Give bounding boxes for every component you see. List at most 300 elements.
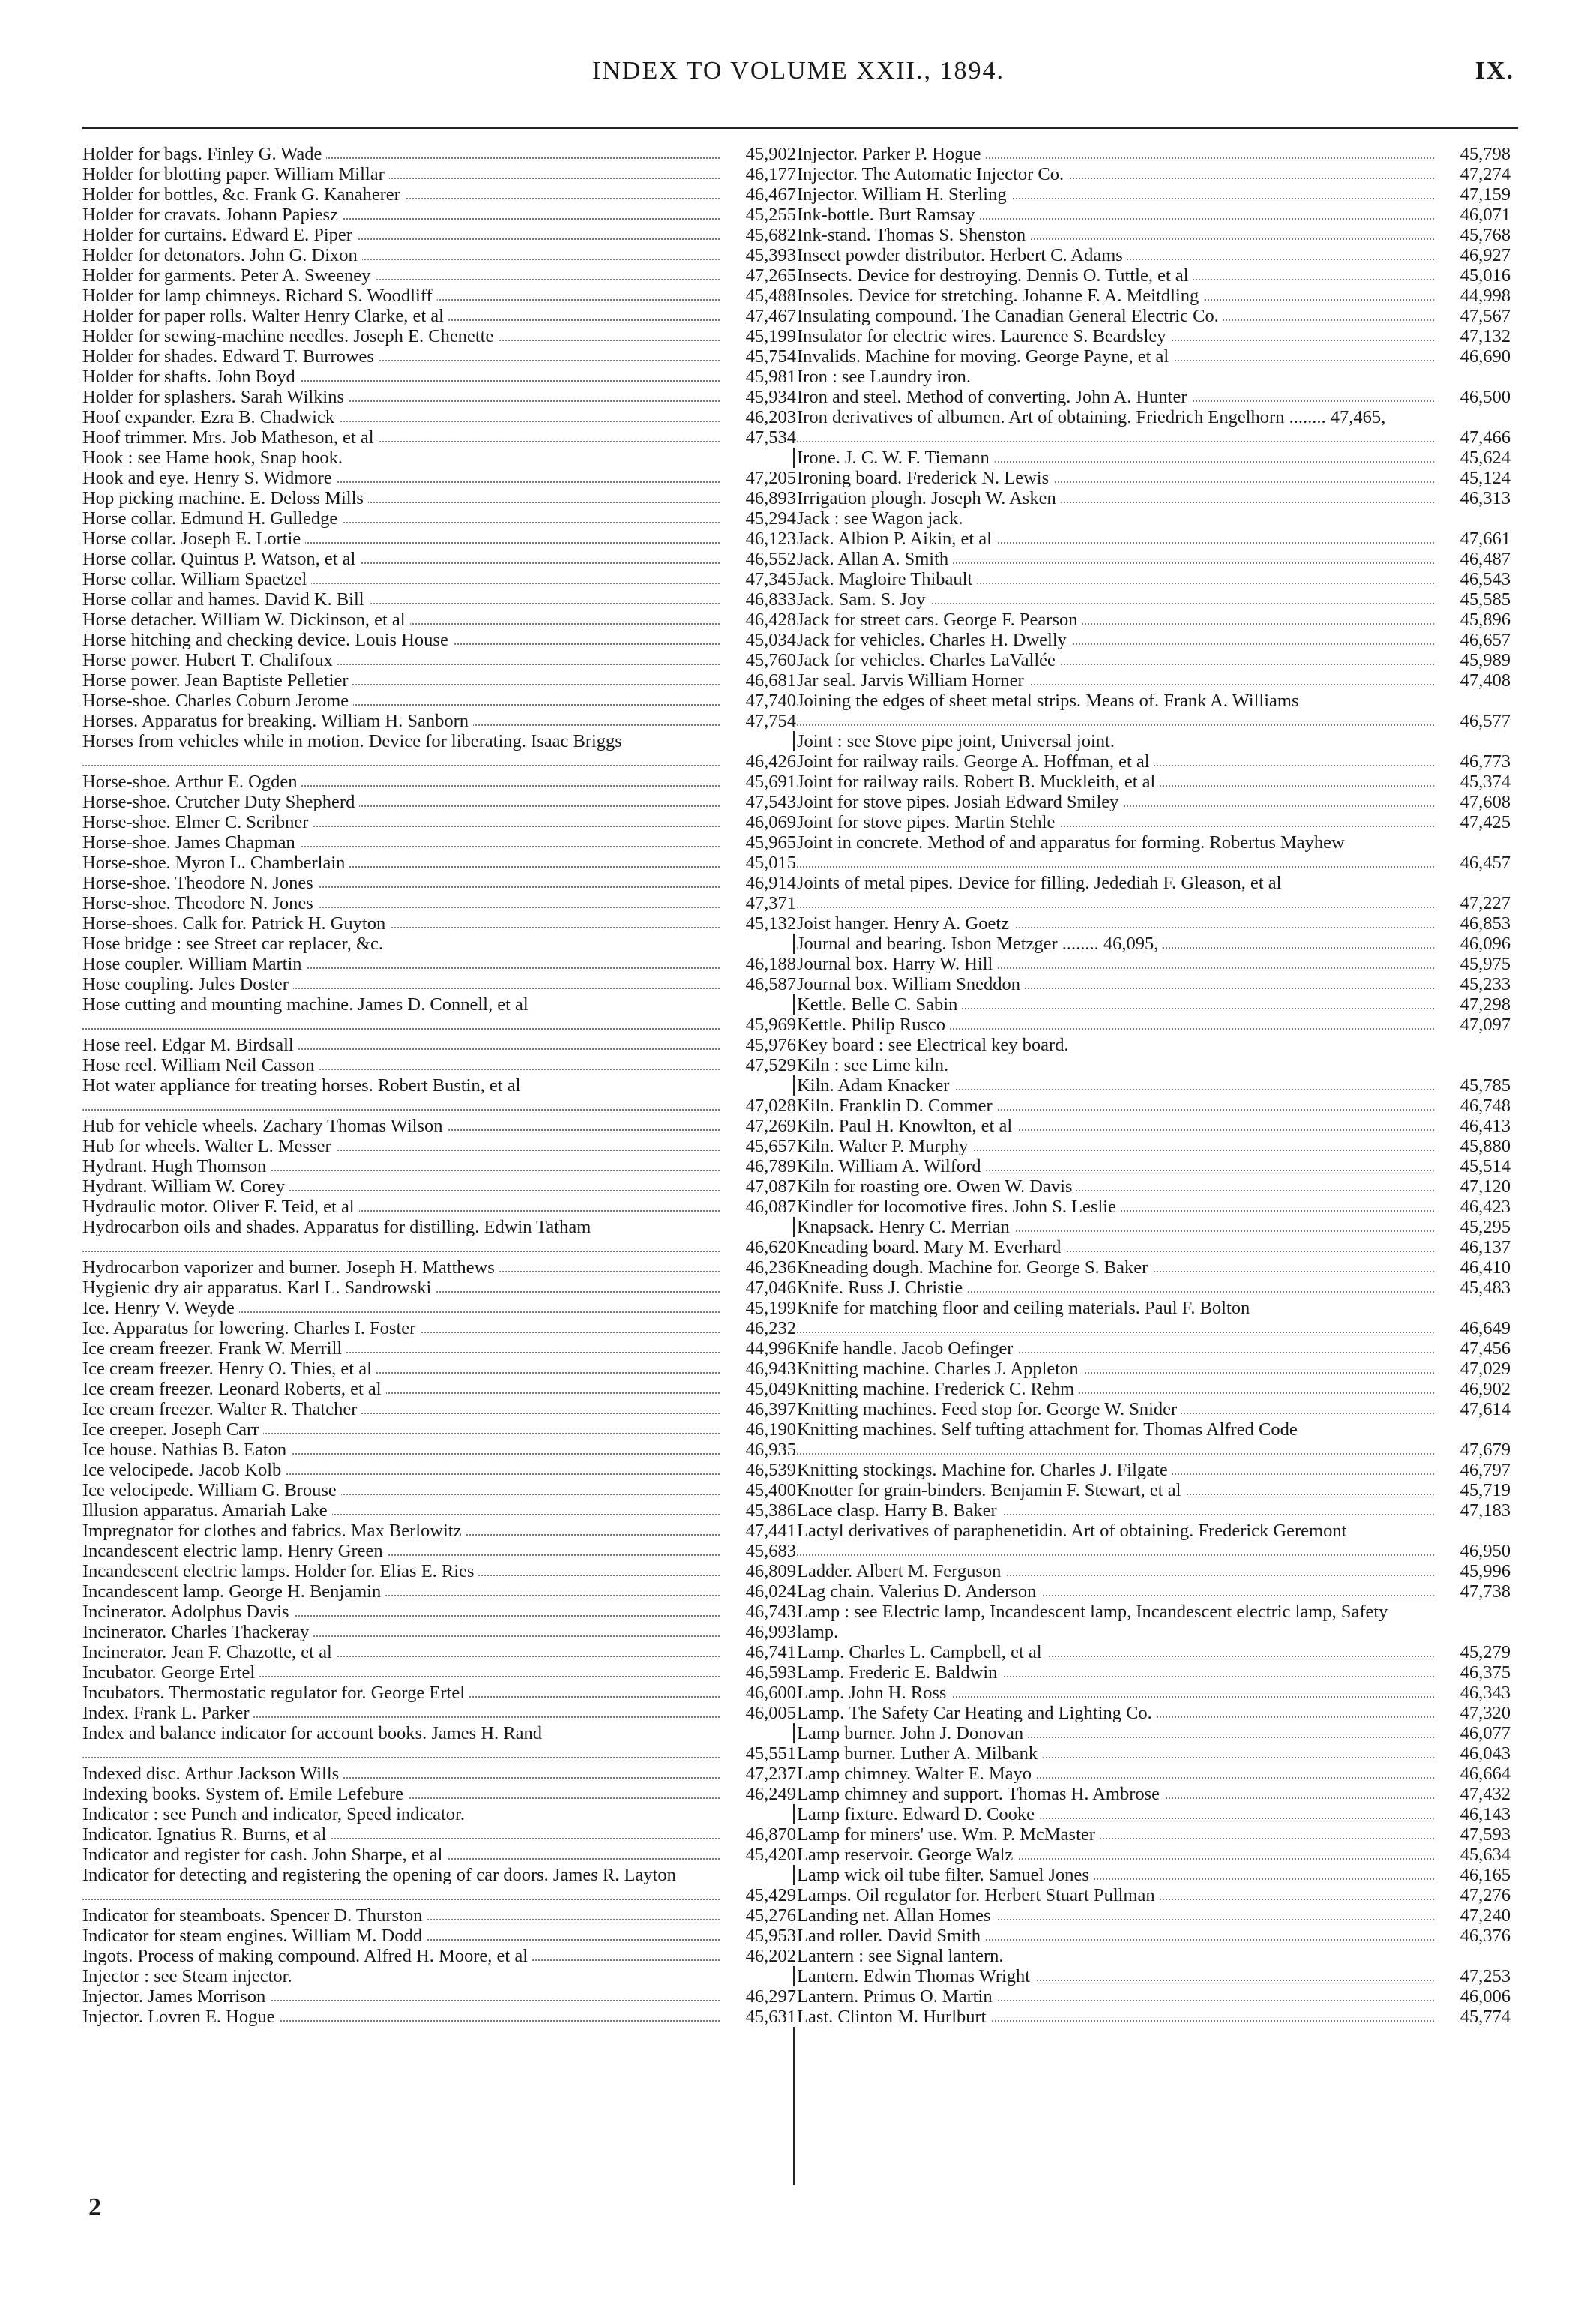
entry-text: Jack. Sam. S. Joy <box>797 589 930 610</box>
index-entry <box>797 974 1517 994</box>
patent-number: 45,276 <box>741 1905 796 1926</box>
patent-number: 45,488 <box>741 286 796 306</box>
index-entry <box>797 1480 1517 1500</box>
patent-number: 46,024 <box>741 1581 796 1602</box>
index-entry <box>797 306 1517 326</box>
index-entry <box>797 367 1517 387</box>
patent-number: 46,249 <box>741 1784 796 1804</box>
patent-number: 45,785 <box>1456 1075 1511 1096</box>
patent-number: 46,077 <box>1456 1723 1511 1743</box>
index-entry <box>82 1156 802 1176</box>
patent-number: 45,429 <box>741 1885 796 1905</box>
entry-text: Horse-shoe. Theodore N. Jones <box>82 873 318 893</box>
entry-text: Lantern. Primus O. Martin <box>797 1986 997 2007</box>
patent-number: 46,809 <box>741 1561 796 1581</box>
patent-number: 45,760 <box>741 650 796 670</box>
entry-text: Kiln. Adam Knacker <box>797 1075 954 1096</box>
dot-leader <box>797 1332 1434 1333</box>
index-entry <box>797 1561 1517 1581</box>
entry-text: Hook and eye. Henry S. Widmore <box>82 468 337 488</box>
entry-text: Knife for matching floor and ceiling materials. Paul F. Bolton <box>797 1298 1254 1318</box>
entry-text: Holder for shafts. John Boyd <box>82 367 300 387</box>
index-entry <box>797 1683 1517 1703</box>
patent-number: 46,376 <box>1456 1926 1511 1946</box>
dot-leader <box>797 724 1434 726</box>
index-entry <box>797 205 1517 225</box>
entry-text: Horse collar. Edmund H. Gulledge <box>82 508 342 529</box>
index-entry <box>797 1096 1517 1116</box>
index-entry <box>797 670 1517 691</box>
patent-number: 45,124 <box>1456 468 1511 488</box>
index-entry <box>797 1926 1517 1946</box>
patent-number: 45,880 <box>1456 1136 1511 1156</box>
patent-number: 45,768 <box>1456 225 1511 245</box>
patent-number: 46,071 <box>1456 205 1511 225</box>
patent-number: 46,005 <box>741 1703 796 1723</box>
patent-number: 46,123 <box>741 529 796 549</box>
patent-number: 46,202 <box>741 1946 796 1966</box>
index-entry <box>82 994 802 1035</box>
index-entry <box>82 488 802 508</box>
index-entry <box>82 1946 802 1966</box>
patent-number: 47,087 <box>741 1176 796 1197</box>
patent-number: 46,297 <box>741 1986 796 2007</box>
patent-number: 47,159 <box>1456 184 1511 205</box>
index-entry <box>82 569 802 589</box>
entry-text: Hose coupler. William Martin <box>82 954 307 974</box>
entry-text: Hop picking machine. E. Deloss Mills <box>82 488 368 508</box>
patent-number: 46,188 <box>741 954 796 974</box>
index-entry <box>797 589 1517 610</box>
patent-number: 46,743 <box>741 1602 796 1622</box>
patent-number: 46,177 <box>741 164 796 184</box>
entry-text: Holder for sewing-machine needles. Joseph E. Chenette <box>82 326 498 346</box>
index-entry <box>797 691 1517 731</box>
entry-text: Incubators. Thermostatic regulator for. George Ertel <box>82 1683 469 1703</box>
patent-number: 46,577 <box>1456 711 1511 731</box>
patent-number: 47,227 <box>1456 893 1511 913</box>
index-entry <box>82 974 802 994</box>
entry-text: Hot water appliance for treating horses. Robert Bustin, et al <box>82 1075 525 1096</box>
patent-number: 47,661 <box>1456 529 1511 549</box>
patent-number: 45,896 <box>1456 610 1511 630</box>
dot-leader <box>82 1251 720 1252</box>
index-entry <box>797 1419 1517 1460</box>
entry-text: Indicator for steamboats. Spencer D. Thurston <box>82 1905 427 1926</box>
index-entry <box>82 1440 802 1460</box>
patent-number: 45,682 <box>741 225 796 245</box>
index-entry <box>82 1521 802 1541</box>
entry-text: Hose reel. Edgar M. Birdsall <box>82 1035 298 1055</box>
patent-number: 45,015 <box>741 853 796 873</box>
entry-text: Injector. Lovren E. Hogue <box>82 2007 279 2027</box>
index-entry <box>82 144 802 164</box>
entry-text: Lamp reservoir. George Walz <box>797 1845 1017 1865</box>
patent-number: 46,137 <box>1456 1237 1511 1257</box>
entry-text: Index. Frank L. Parker <box>82 1703 253 1723</box>
entry-text: Iron and steel. Method of converting. John A. Hunter <box>797 387 1192 407</box>
entry-text: Ironing board. Frederick N. Lewis <box>797 468 1053 488</box>
patent-number: 46,500 <box>1456 387 1511 407</box>
patent-number: 46,467 <box>741 184 796 205</box>
index-entry <box>797 1662 1517 1683</box>
index-entry <box>82 245 802 265</box>
patent-number: 45,965 <box>741 832 796 853</box>
entry-text: Holder for splashers. Sarah Wilkins <box>82 387 349 407</box>
patent-number: 45,049 <box>741 1379 796 1399</box>
patent-number: 46,789 <box>741 1156 796 1176</box>
entry-text: Indicator. Ignatius R. Burns, et al <box>82 1824 331 1845</box>
entry-text: Kettle. Belle C. Sabin <box>797 994 962 1015</box>
patent-number: 45,400 <box>741 1480 796 1500</box>
patent-number: 45,719 <box>1456 1480 1511 1500</box>
index-entry <box>797 1379 1517 1399</box>
entry-text: Jack for vehicles. Charles LaVallée <box>797 650 1060 670</box>
entry-text: Lamp. John H. Ross <box>797 1683 951 1703</box>
entry-text: Incandescent electric lamp. Henry Green <box>82 1541 388 1561</box>
index-entry <box>82 1136 802 1156</box>
index-entry <box>797 1015 1517 1035</box>
index-entry <box>797 326 1517 346</box>
entry-text: Joint for stove pipes. Martin Stehle <box>797 812 1059 832</box>
entry-text: Lamp for miners' use. Wm. P. McMaster <box>797 1824 1100 1845</box>
entry-text: Key board : see Electrical key board. <box>797 1035 1073 1055</box>
entry-text: Joining the edges of sheet metal strips. Means of. Frank A. Williams <box>797 691 1304 711</box>
patent-number: 46,410 <box>1456 1257 1511 1278</box>
entry-text: Horse detacher. William W. Dickinson, et al <box>82 610 410 630</box>
index-entry <box>797 346 1517 367</box>
patent-number: 46,797 <box>1456 1460 1511 1480</box>
index-entry <box>82 1399 802 1419</box>
index-entry <box>82 1278 802 1298</box>
patent-number: 47,614 <box>1456 1399 1511 1419</box>
dot-leader <box>797 441 1434 442</box>
index-entry <box>82 731 802 772</box>
index-entry <box>82 1257 802 1278</box>
index-entry <box>797 1075 1517 1096</box>
patent-number: 46,902 <box>1456 1379 1511 1399</box>
entry-text: Horse power. Jean Baptiste Pelletier <box>82 670 352 691</box>
index-entry <box>82 1338 802 1359</box>
entry-text: Journal and bearing. Isbon Metzger ........ 46,095, <box>797 934 1163 954</box>
entry-text: Indicator and register for cash. John Sharpe, et al <box>82 1845 447 1865</box>
patent-number: 45,199 <box>741 326 796 346</box>
entry-text: Horse hitching and checking device. Louis House <box>82 630 453 650</box>
patent-number: 45,624 <box>1456 448 1511 468</box>
index-entry <box>797 387 1517 407</box>
index-entry <box>797 913 1517 934</box>
index-entry <box>797 1845 1517 1865</box>
entry-text: Irone. J. C. W. F. Tiemann <box>797 448 994 468</box>
patent-number: 47,432 <box>1456 1784 1511 1804</box>
patent-number: 46,593 <box>741 1662 796 1683</box>
patent-number: 46,914 <box>741 873 796 893</box>
patent-number: 47,425 <box>1456 812 1511 832</box>
patent-number: 46,232 <box>741 1318 796 1338</box>
entry-text: Horse-shoes. Calk for. Patrick H. Guyton <box>82 913 390 934</box>
index-entry <box>82 650 802 670</box>
entry-text: Lag chain. Valerius D. Anderson <box>797 1581 1041 1602</box>
patent-number: 46,006 <box>1456 1986 1511 2007</box>
index-entry <box>797 1764 1517 1784</box>
patent-number: 46,457 <box>1456 853 1511 873</box>
entry-text: Horse-shoe. James Chapman <box>82 832 300 853</box>
index-entry <box>82 225 802 245</box>
entry-text: Ice. Henry V. Weyde <box>82 1298 239 1318</box>
index-entry <box>797 1642 1517 1662</box>
index-entry <box>82 205 802 225</box>
patent-number: 46,552 <box>741 549 796 569</box>
patent-number: 47,754 <box>741 711 796 731</box>
patent-number: 46,397 <box>741 1399 796 1419</box>
index-entry <box>797 1824 1517 1845</box>
entry-text: Knife. Russ J. Christie <box>797 1278 967 1298</box>
entry-text: Lamp. Charles L. Campbell, et al <box>797 1642 1047 1662</box>
entry-text: Ice house. Nathias B. Eaton <box>82 1440 291 1460</box>
patent-number: 46,343 <box>1456 1683 1511 1703</box>
index-entry <box>797 1176 1517 1197</box>
entry-text: Holder for paper rolls. Walter Henry Clarke, et al <box>82 306 448 326</box>
entry-text: Incubator. George Ertel <box>82 1662 259 1683</box>
index-entry <box>797 225 1517 245</box>
entry-text: Lamps. Oil regulator for. Herbert Stuart Pullman <box>797 1885 1160 1905</box>
index-entry <box>797 1784 1517 1804</box>
entry-text: Holder for shades. Edward T. Burrowes <box>82 346 379 367</box>
entry-text: Knapsack. Henry C. Merrian <box>797 1217 1014 1237</box>
index-entry <box>82 691 802 711</box>
patent-number: 46,853 <box>1456 913 1511 934</box>
patent-number: 47,320 <box>1456 1703 1511 1723</box>
index-entry <box>797 1116 1517 1136</box>
index-entry <box>797 954 1517 974</box>
index-entry <box>82 934 802 954</box>
patent-number: 47,029 <box>1456 1359 1511 1379</box>
dot-leader <box>82 1757 720 1758</box>
entry-text: Kettle. Philip Rusco <box>797 1015 950 1035</box>
patent-number: 45,975 <box>1456 954 1511 974</box>
patent-number: 47,740 <box>741 691 796 711</box>
patent-number: 47,441 <box>741 1521 796 1541</box>
index-entry <box>797 1298 1517 1338</box>
entry-text: Incinerator. Charles Thackeray <box>82 1622 313 1642</box>
index-entry <box>797 1035 1517 1055</box>
index-entry <box>82 306 802 326</box>
index-entry <box>82 1784 802 1804</box>
index-entry <box>82 1804 802 1824</box>
entry-text: Horse-shoe. Arthur E. Ogden <box>82 772 301 792</box>
entry-text: Hub for vehicle wheels. Zachary Thomas Wilson <box>82 1116 448 1136</box>
patent-number: 47,276 <box>1456 1885 1511 1905</box>
entry-text: Hydrant. William W. Corey <box>82 1176 289 1197</box>
patent-number: 46,935 <box>741 1440 796 1460</box>
patent-number: 46,870 <box>741 1824 796 1845</box>
patent-number: 45,420 <box>741 1845 796 1865</box>
index-entry <box>797 630 1517 650</box>
entry-text: Hose reel. William Neil Casson <box>82 1055 319 1075</box>
dot-leader <box>797 907 1434 908</box>
index-entry <box>797 184 1517 205</box>
patent-number: 45,279 <box>1456 1642 1511 1662</box>
index-entry <box>797 164 1517 184</box>
entry-text: Insoles. Device for stretching. Johanne F. A. Meitdling <box>797 286 1203 306</box>
index-entry <box>797 1743 1517 1764</box>
entry-text: Hydrocarbon oils and shades. Apparatus for distilling. Edwin Tatham <box>82 1217 595 1237</box>
entry-text: Lamp. The Safety Car Heating and Lighting Co. <box>797 1703 1157 1723</box>
patent-number: 46,943 <box>741 1359 796 1379</box>
entry-text: Lamp fixture. Edward D. Cooke <box>797 1804 1039 1824</box>
entry-text: Injector. The Automatic Injector Co. <box>797 164 1068 184</box>
entry-text: Lantern. Edwin Thomas Wright <box>797 1966 1035 1986</box>
index-entry <box>82 954 802 974</box>
index-entry <box>797 1338 1517 1359</box>
entry-text: Kindler for locomotive fires. John S. Leslie <box>797 1197 1121 1217</box>
entry-text: Kiln. William A. Wilford <box>797 1156 986 1176</box>
index-entry <box>797 144 1517 164</box>
index-entry <box>82 448 802 468</box>
patent-number: 46,587 <box>741 974 796 994</box>
patent-number: 47,371 <box>741 893 796 913</box>
patent-number: 46,649 <box>1456 1318 1511 1338</box>
entry-text: Injector : see Steam injector. <box>82 1966 297 1986</box>
index-entry <box>82 1905 802 1926</box>
patent-number: 46,950 <box>1456 1541 1511 1561</box>
entry-text: Holder for detonators. John G. Dixon <box>82 245 362 265</box>
index-entry <box>82 1460 802 1480</box>
index-entry <box>82 1824 802 1845</box>
entry-text: Holder for bottles, &c. Frank G. Kanaherer <box>82 184 405 205</box>
patent-number: 47,679 <box>1456 1440 1511 1460</box>
index-entry <box>82 1419 802 1440</box>
entry-text: Kiln. Franklin D. Commer <box>797 1096 997 1116</box>
patent-number: 46,087 <box>741 1197 796 1217</box>
entry-text: Iron : see Laundry iron. <box>797 367 975 387</box>
index-entry <box>82 711 802 731</box>
entry-text: Injector. Parker P. Hogue <box>797 144 986 164</box>
patent-number: 45,634 <box>1456 1845 1511 1865</box>
index-entry <box>82 1561 802 1581</box>
entry-text: Holder for curtains. Edward E. Piper <box>82 225 357 245</box>
index-entry <box>797 832 1517 873</box>
entry-text: Knitting machine. Charles J. Appleton <box>797 1359 1083 1379</box>
patent-number: 47,467 <box>741 306 796 326</box>
entry-text: Joint for railway rails. Robert B. Muckleith, et al <box>797 772 1160 792</box>
entry-text: Hose cutting and mounting machine. James D. Connell, et al <box>82 994 533 1015</box>
entry-text: Lamp burner. John J. Donovan <box>797 1723 1028 1743</box>
index-entry <box>82 792 802 812</box>
patent-number: 46,426 <box>741 751 796 772</box>
index-entry <box>82 1926 802 1946</box>
index-entry <box>797 1359 1517 1379</box>
entry-text: Hydraulic motor. Oliver F. Teid, et al <box>82 1197 359 1217</box>
entry-text: Ink-stand. Thomas S. Shenston <box>797 225 1030 245</box>
index-entry <box>82 286 802 306</box>
patent-number: 46,096 <box>1456 934 1511 954</box>
index-entry <box>797 569 1517 589</box>
index-entry <box>797 610 1517 630</box>
page-roman-number: IX. <box>1475 57 1514 85</box>
patent-number: 45,996 <box>1456 1561 1511 1581</box>
index-entry <box>82 2007 802 2027</box>
entry-text: Lamp burner. Luther A. Milbank <box>797 1743 1042 1764</box>
index-entry <box>797 1055 1517 1075</box>
entry-text: Knife handle. Jacob Oefinger <box>797 1338 1017 1359</box>
index-entry <box>82 265 802 286</box>
index-entry <box>797 1865 1517 1885</box>
index-entry <box>797 488 1517 508</box>
index-entry <box>82 1865 802 1905</box>
dot-leader <box>797 1453 1434 1455</box>
entry-text: Horse collar. Joseph E. Lortie <box>82 529 305 549</box>
index-entry <box>797 731 1517 751</box>
entry-text: Kiln. Walter P. Murphy <box>797 1136 972 1156</box>
patent-number: 45,754 <box>741 346 796 367</box>
entry-text: Joints of metal pipes. Device for filling. Jedediah F. Gleason, et al <box>797 873 1286 893</box>
patent-number: 46,428 <box>741 610 796 630</box>
patent-number: 47,529 <box>741 1055 796 1075</box>
index-entry <box>797 1966 1517 1986</box>
index-entry <box>82 1845 802 1865</box>
index-entry <box>797 468 1517 488</box>
index-entry <box>82 1703 802 1723</box>
index-entry <box>82 670 802 691</box>
entry-text: Knotter for grain-binders. Benjamin F. Stewart, et al <box>797 1480 1185 1500</box>
patent-number: 45,989 <box>1456 650 1511 670</box>
patent-number: 46,833 <box>741 589 796 610</box>
entry-text: Hoof trimmer. Mrs. Job Matheson, et al <box>82 427 379 448</box>
entry-text: Insulating compound. The Canadian General Electric Co. <box>797 306 1223 326</box>
patent-number: 46,664 <box>1456 1764 1511 1784</box>
entry-text: Incandescent lamp. George H. Benjamin <box>82 1581 385 1602</box>
patent-number: 47,183 <box>1456 1500 1511 1521</box>
entry-text: Index and balance indicator for account books. James H. Rand <box>82 1723 546 1743</box>
entry-text: Joint : see Stove pipe joint, Universal joint. <box>797 731 1119 751</box>
entry-text: Holder for blotting paper. William Millar <box>82 164 389 184</box>
entry-text: Holder for garments. Peter A. Sweeney <box>82 265 375 286</box>
patent-number: 46,375 <box>1456 1662 1511 1683</box>
index-entry <box>797 265 1517 286</box>
entry-text: Indexing books. System of. Emile Lefebure <box>82 1784 408 1804</box>
entry-text: Injector. James Morrison <box>82 1986 270 2007</box>
entry-text: Kiln : see Lime kiln. <box>797 1055 953 1075</box>
patent-number: 45,585 <box>1456 589 1511 610</box>
index-entry <box>82 1642 802 1662</box>
entry-text: Iron derivatives of albumen. Art of obtaining. Friedrich Engelhorn ........ 47,465, <box>797 407 1390 427</box>
index-entry <box>797 1905 1517 1926</box>
left-column <box>82 144 802 2027</box>
index-entry <box>82 1298 802 1318</box>
index-entry <box>82 164 802 184</box>
entry-text: Hydrocarbon vaporizer and burner. Joseph H. Matthews <box>82 1257 499 1278</box>
entry-text: Last. Clinton M. Hurlburt <box>797 2007 990 2027</box>
entry-text: Horse collar and hames. David K. Bill <box>82 589 369 610</box>
patent-number: 47,608 <box>1456 792 1511 812</box>
entry-text: Indicator for steam engines. William M. Dodd <box>82 1926 427 1946</box>
index-entry <box>797 1460 1517 1480</box>
index-entry <box>797 1602 1517 1642</box>
index-entry <box>797 549 1517 569</box>
patent-number: 45,132 <box>741 913 796 934</box>
index-entry <box>82 589 802 610</box>
entry-text: Joist hanger. Henry A. Goetz <box>797 913 1014 934</box>
index-entry <box>797 994 1517 1015</box>
entry-text: Lamp chimney and support. Thomas H. Ambrose <box>797 1784 1164 1804</box>
index-entry <box>797 407 1517 448</box>
entry-text: Horse-shoe. Elmer C. Scribner <box>82 812 313 832</box>
index-entry <box>82 832 802 853</box>
index-entry <box>82 1500 802 1521</box>
patent-number: 47,237 <box>741 1764 796 1784</box>
index-entry <box>82 1197 802 1217</box>
